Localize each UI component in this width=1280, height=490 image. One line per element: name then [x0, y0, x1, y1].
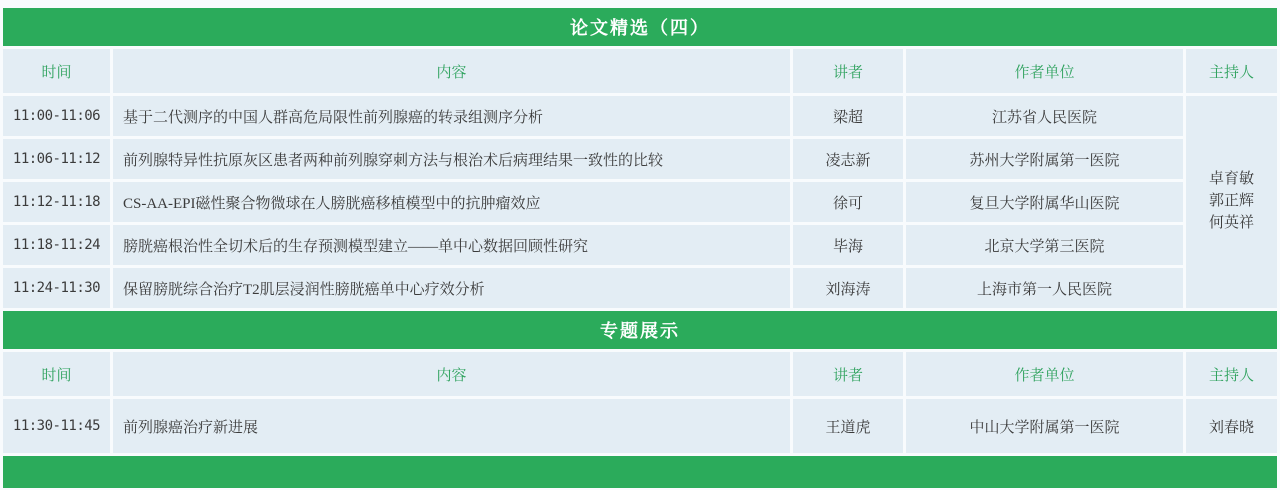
content-cell: CS-AA-EPI磁性聚合物微球在人膀胱癌移植模型中的抗肿瘤效应 — [113, 182, 790, 222]
speaker-cell: 徐可 — [793, 182, 903, 222]
col-header-content: 内容 — [113, 352, 790, 396]
section2-title: 专题展示 — [600, 321, 680, 341]
table-row — [3, 182, 1277, 222]
affiliation-cell: 上海市第一人民医院 — [906, 268, 1183, 308]
affiliation-cell: 中山大学附属第一医院 — [906, 399, 1183, 453]
section1-title: 论文精选（四） — [570, 18, 710, 38]
content-cell: 前列腺特异性抗原灰区患者两种前列腺穿刺方法与根治术后病理结果一致性的比较 — [113, 139, 790, 179]
time-cell: 11:30-11:45 — [3, 399, 110, 453]
col-header-speaker: 讲者 — [793, 49, 903, 93]
host-cell-merged — [1186, 96, 1277, 308]
host-name: 何英祥 — [1208, 214, 1254, 231]
time-cell: 11:18-11:24 — [3, 225, 110, 265]
affiliation-cell: 北京大学第三医院 — [906, 225, 1183, 265]
time-cell: 11:06-11:12 — [3, 139, 110, 179]
section2-header-row — [3, 352, 1277, 396]
section2-table — [0, 349, 1280, 456]
col-header-host: 主持人 — [1186, 49, 1277, 93]
table-row — [3, 96, 1277, 136]
col-header-affiliation: 作者单位 — [906, 49, 1183, 93]
host-name: 卓育敏 — [1208, 171, 1254, 188]
speaker-cell: 毕海 — [793, 225, 903, 265]
affiliation-cell: 苏州大学附属第一医院 — [906, 139, 1183, 179]
bottom-green-bar — [3, 456, 1277, 488]
content-cell: 前列腺癌治疗新进展 — [113, 399, 790, 453]
table-row — [3, 139, 1277, 179]
col-header-speaker: 讲者 — [793, 352, 903, 396]
table-row — [3, 399, 1277, 453]
time-cell: 11:24-11:30 — [3, 268, 110, 308]
speaker-cell: 刘海涛 — [793, 268, 903, 308]
content-cell: 基于二代测序的中国人群高危局限性前列腺癌的转录组测序分析 — [113, 96, 790, 136]
speaker-cell: 王道虎 — [793, 399, 903, 453]
host-cell: 刘春晓 — [1186, 399, 1277, 453]
col-header-host: 主持人 — [1186, 352, 1277, 396]
table-row — [3, 268, 1277, 308]
content-cell: 保留膀胱综合治疗T2肌层浸润性膀胱癌单中心疗效分析 — [113, 268, 790, 308]
affiliation-cell: 江苏省人民医院 — [906, 96, 1183, 136]
host-name: 郭正辉 — [1208, 193, 1254, 210]
table-row — [3, 225, 1277, 265]
time-cell: 11:00-11:06 — [3, 96, 110, 136]
content-cell: 膀胱癌根治性全切术后的生存预测模型建立——单中心数据回顾性研究 — [113, 225, 790, 265]
speaker-cell: 凌志新 — [793, 139, 903, 179]
section1-header-row — [3, 49, 1277, 93]
col-header-affiliation: 作者单位 — [906, 352, 1183, 396]
col-header-content: 内容 — [113, 49, 790, 93]
section1-title-bar — [3, 8, 1277, 46]
affiliation-cell: 复旦大学附属华山医院 — [906, 182, 1183, 222]
time-cell: 11:12-11:18 — [3, 182, 110, 222]
section2-title-bar — [3, 311, 1277, 349]
col-header-time: 时间 — [3, 352, 110, 396]
col-header-time: 时间 — [3, 49, 110, 93]
section1-table — [0, 46, 1280, 311]
speaker-cell: 梁超 — [793, 96, 903, 136]
